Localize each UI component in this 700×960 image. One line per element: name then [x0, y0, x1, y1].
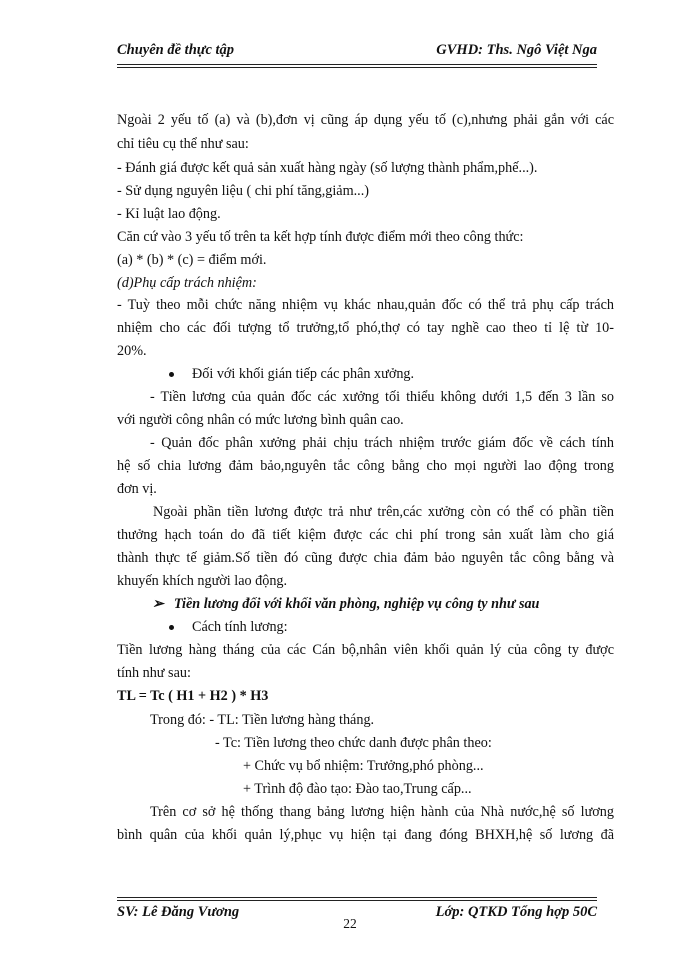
- text-line: + Chức vụ bổ nhiệm: Trưởng,phó phòng...: [243, 758, 484, 774]
- text-line: - Tc: Tiền lương theo chức danh được phân theo:: [215, 735, 492, 751]
- arrow-bullet-icon: ➢: [152, 596, 164, 612]
- formula-line: TL = Tc ( H1 + H2 ) * H3: [117, 688, 269, 704]
- section-heading: (d)Phụ cấp trách nhiệm:: [117, 275, 257, 291]
- text-line: nhiệm cho các đối tượng tổ trưởng,tổ phó,thợ có tay nghề cao theo tỉ lệ từ 10-: [117, 320, 614, 336]
- text-line: Ngoài 2 yếu tố (a) và (b),đơn vị cũng áp dụng yếu tố (c),nhưng phải gắn với các: [117, 112, 614, 128]
- text-line: - Kỉ luật lao động.: [117, 206, 221, 222]
- text-line: - Sử dụng nguyên liệu ( chi phí tăng,giảm...): [117, 183, 369, 199]
- text-line: - Tuỳ theo mỗi chức năng nhiệm vụ khác nhau,quản đốc có thể trả phụ cấp trách: [117, 297, 614, 313]
- text-line: với người công nhân có mức lương bình quân cao.: [117, 412, 404, 428]
- text-line: + Trình độ đào tạo: Đào tao,Trung cấp...: [243, 781, 472, 797]
- bullet-item: Cách tính lương:: [169, 619, 288, 636]
- text-line: hệ số chia lương đảm bảo,nguyên tắc công bằng cho mọi người lao động trong: [117, 458, 614, 474]
- text-line: đơn vị.: [117, 481, 157, 497]
- text-line: khuyến khích người lao động.: [117, 573, 288, 589]
- text-line: Trong đó: - TL: Tiền lương hàng tháng.: [150, 712, 375, 728]
- text-line: 20%.: [117, 343, 147, 359]
- text-line: - Tiền lương của quản đốc các xưởng tối thiểu không dưới 1,5 đến 3 lần so: [150, 389, 614, 405]
- formula-line: (a) * (b) * (c) = điểm mới.: [117, 252, 267, 268]
- bullet-icon: [169, 625, 174, 630]
- header-left: Chuyên đề thực tập: [117, 42, 235, 58]
- text-line: Trên cơ sở hệ thống thang bảng lương hiện hành của Nhà nước,hệ số lương: [150, 804, 614, 820]
- footer-right: Lớp: QTKD Tổng hợp 50C: [435, 904, 597, 920]
- header-rule: [117, 64, 597, 68]
- footer-left: SV: Lê Đăng Vương: [117, 904, 240, 920]
- text-line: thành thực tế giảm.Số tiền đó cũng được chia đảm bảo nguyên tắc công bằng và: [117, 550, 614, 566]
- text-line: thưởng hạch toán do đã tiết kiệm được các chi phí trong sản xuất làm cho giá: [117, 527, 614, 543]
- page-header: [117, 42, 597, 62]
- bullet-icon: [169, 372, 174, 377]
- text-line: tính như sau:: [117, 665, 191, 681]
- bullet-item: Đối với khối gián tiếp các phân xưởng.: [169, 366, 414, 383]
- page-number: 22: [343, 916, 357, 931]
- text-line: Ngoài phần tiền lương được trả như trên,các xưởng còn có thể có phần tiền: [153, 504, 614, 520]
- text-line: Căn cứ vào 3 yếu tố trên ta kết hợp tính được điểm mới theo công thức:: [117, 229, 524, 245]
- text-line: bình quân của khối quản lý,phục vụ hiện tại đang đóng BHXH,hệ số lương đã: [117, 827, 614, 843]
- text-line: - Đánh giá được kết quả sản xuất hàng ngày (số lượng thành phẩm,phế...).: [117, 160, 538, 176]
- text-line: - Quản đốc phân xưởng phải chịu trách nhiệm trước giám đốc về cách tính: [150, 435, 614, 451]
- footer-rule: [117, 897, 597, 901]
- text-line: chỉ tiêu cụ thể như sau:: [117, 136, 249, 152]
- text-line: Tiền lương hàng tháng của các Cán bộ,nhân viên khối quản lý của công ty được: [117, 642, 614, 658]
- header-right: GVHD: Ths. Ngô Việt Nga: [436, 42, 597, 58]
- section-heading: ➢ Tiền lương đối với khối văn phòng, nghiệp vụ công ty như sau: [152, 596, 540, 612]
